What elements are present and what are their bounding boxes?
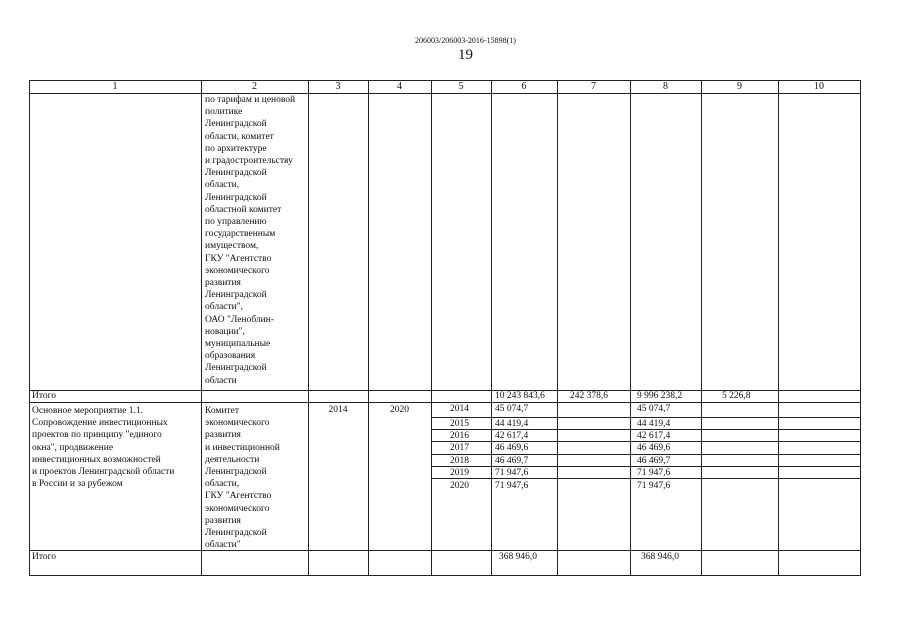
text-line: и проектов Ленинградской области xyxy=(32,467,175,477)
budget-table xyxy=(29,80,861,576)
text-line: области", xyxy=(205,302,244,313)
year-col6-value: 71 947,6 xyxy=(495,468,529,478)
text-line: Ленинградской xyxy=(205,528,267,538)
column-header-6: 6 xyxy=(521,81,527,92)
text-line: экономического xyxy=(205,418,270,429)
text-line: имуществом, xyxy=(205,241,259,252)
year-col6-value: 44 419,4 xyxy=(495,419,529,429)
text-line: Ленинградской xyxy=(205,119,267,130)
col-divider-2 xyxy=(201,80,202,576)
text-line: развития xyxy=(205,515,241,526)
col-divider-4 xyxy=(368,80,369,576)
year-cell: 2014 xyxy=(450,404,469,414)
text-line: муниципальные xyxy=(205,339,271,349)
text-line: Ленинградской xyxy=(205,467,267,477)
col-divider-10 xyxy=(778,80,779,576)
total-row-2-top xyxy=(29,550,861,551)
col-divider-6 xyxy=(491,80,492,576)
total-col8-value: 9 996 238,2 xyxy=(637,391,683,401)
year-col6-value: 71 947,6 xyxy=(495,481,529,491)
col-divider-3 xyxy=(308,80,309,576)
text-line: области, комитет xyxy=(205,131,274,142)
year-col8-value: 71 947,6 xyxy=(637,468,671,478)
text-line: Ленинградской xyxy=(205,290,267,301)
text-line: Ленинградской xyxy=(205,168,267,179)
text-line: деятельности xyxy=(205,454,260,465)
text-line: экономического xyxy=(205,265,270,276)
year-cell: 2019 xyxy=(450,468,469,478)
text-line: новации", xyxy=(205,326,245,337)
table-border-bottom xyxy=(29,575,861,576)
total-col8-value: 368 946,0 xyxy=(641,552,679,562)
total-col6-value: 10 243 843,6 xyxy=(495,391,545,401)
column-header-7: 7 xyxy=(591,81,596,92)
total-col6-value: 368 946,0 xyxy=(499,552,537,562)
column-header-4: 4 xyxy=(397,81,402,92)
column-header-5: 5 xyxy=(458,81,464,92)
text-line: области" xyxy=(205,540,241,551)
text-line: по архитектуре xyxy=(205,143,267,154)
year-col8-value: 45 074,7 xyxy=(637,404,671,414)
text-line: Сопровождение инвестиционных xyxy=(32,418,168,429)
text-line: Основное мероприятие 1.1. xyxy=(32,406,144,416)
text-line: области, xyxy=(205,479,240,490)
text-line: развития xyxy=(205,430,241,441)
col-divider-5 xyxy=(431,80,432,576)
year-col6-value: 42 617,4 xyxy=(495,431,529,441)
column-header-9: 9 xyxy=(737,81,742,92)
total-label: Итого xyxy=(32,391,57,401)
year-col6-value: 46 469,7 xyxy=(495,456,529,466)
column-header-10: 10 xyxy=(814,81,824,92)
column-header-1: 1 xyxy=(112,81,118,92)
col-divider-9 xyxy=(701,80,702,576)
text-line: политике xyxy=(205,107,243,118)
column-header-3: 3 xyxy=(335,81,341,92)
total-label: Итого xyxy=(32,552,57,562)
text-line: ГКУ "Агентство xyxy=(205,491,272,502)
document-id: 206003/206003-2016-15898(1) xyxy=(415,36,516,45)
column-header-2: 2 xyxy=(252,81,257,92)
text-line: области xyxy=(205,375,237,386)
text-line: области, xyxy=(205,180,240,191)
year-col8-value: 71 947,6 xyxy=(637,481,671,491)
year-cell: 2015 xyxy=(450,419,469,429)
year-col8-value: 42 617,4 xyxy=(637,431,671,441)
year-col8-value: 44 419,4 xyxy=(637,419,671,429)
page-number: 19 xyxy=(458,47,473,63)
year-cell: 2017 xyxy=(450,443,469,453)
text-line: окна", продвижение xyxy=(32,442,114,453)
text-line: в России и за рубежом xyxy=(32,479,123,490)
col-divider-7 xyxy=(557,80,558,576)
table-border-right xyxy=(860,80,861,576)
text-line: Комитет xyxy=(205,406,240,416)
text-line: ОАО "Леноблин- xyxy=(205,314,274,325)
text-line: проектов по принципу "единого xyxy=(32,430,162,441)
header-row-divider xyxy=(29,93,861,94)
text-line: и инвестиционной xyxy=(205,442,280,453)
start-year: 2014 xyxy=(328,405,348,415)
text-line: по тарифам и ценовой xyxy=(205,95,296,105)
col-divider-8 xyxy=(630,80,631,576)
text-line: Ленинградской xyxy=(205,363,267,374)
column-header-8: 8 xyxy=(663,81,668,92)
year-col8-value: 46 469,6 xyxy=(637,443,671,453)
text-line: инвестиционных возможностей xyxy=(32,454,161,465)
year-cell: 2020 xyxy=(450,481,469,491)
text-line: Ленинградской xyxy=(205,192,267,203)
year-cell: 2018 xyxy=(450,456,469,466)
total-col9-value: 5 226,8 xyxy=(722,391,751,401)
text-line: областной комитет xyxy=(205,204,282,215)
measure-row-top xyxy=(29,402,861,403)
year-col6-value: 46 469,6 xyxy=(495,443,529,453)
text-line: ГКУ "Агентство xyxy=(205,253,272,264)
text-line: экономического xyxy=(205,503,270,514)
total-col7-value: 242 378,6 xyxy=(570,391,608,401)
end-year: 2020 xyxy=(390,405,409,415)
text-line: образования xyxy=(205,351,256,362)
table-border-left xyxy=(29,80,30,576)
text-line: по управлению xyxy=(205,217,267,227)
text-line: развития xyxy=(205,278,241,288)
year-cell: 2016 xyxy=(450,431,469,441)
year-col8-value: 46 469,7 xyxy=(637,456,671,466)
text-line: и градостроительству xyxy=(205,156,293,166)
year-col6-value: 45 074,7 xyxy=(495,404,529,414)
text-line: государственным xyxy=(205,229,276,240)
